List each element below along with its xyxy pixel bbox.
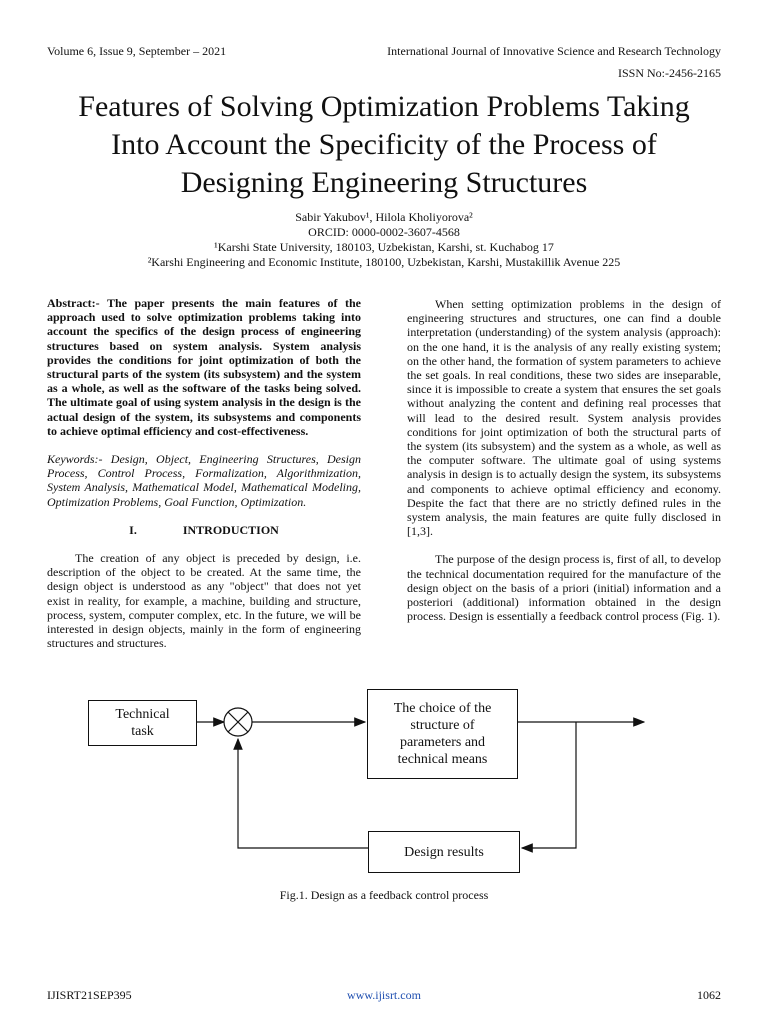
figure-caption: Fig.1. Design as a feedback control process xyxy=(279,888,489,902)
summing-junction-icon xyxy=(224,708,252,736)
box-technical-task xyxy=(88,700,197,746)
section-title: INTRODUCTION xyxy=(182,522,279,537)
journal-name: International Journal of Innovative Science and Research Technology xyxy=(387,44,721,58)
affiliation-2: ²Karshi Engineering and Economic Institute, 180100, Uzbekistan, Karshi, Mustakillik Avenue 225 xyxy=(147,255,621,269)
title-line: Features of Solving Optimization Problems Taking xyxy=(78,90,690,123)
author-block xyxy=(0,210,768,270)
arrow-feedback xyxy=(238,739,368,848)
page-number: 1062 xyxy=(697,988,721,1002)
box-choice-line: The choice of the xyxy=(393,701,492,716)
box-design-results: Design results xyxy=(368,831,520,873)
body-paragraph: The purpose of the design process is, first of all, to develop the technical documentation required for the manufacture of the design object on the basis of a priori (initial) information and a posteriori (additional) information obtained in the design process. Design is essentially a feedback control process (Fig. 1). xyxy=(407,552,721,624)
box-task-line: task xyxy=(131,724,154,739)
keywords: Keywords:- Design, Object, Engineering Structures, Design Process, Control Process, Formalization, Algorithmization, System Analysis, Mathematical Model, Mathematical Modeling, Optimization Problems, Goal Function, Optimization. xyxy=(47,452,361,509)
title-line: Into Account the Specificity of the Process of xyxy=(111,128,657,161)
box-task-line: Technical xyxy=(115,707,170,722)
intro-paragraph: The creation of any object is preceded by design, i.e. description of the object to be created. At the same time, the design object is understood as any "object" that does not yet exist in reality, for example, a machine, building and structure, process, system, computer complex, etc. In the future, we will be interested in design objects, mainly in the form of engineering structures and structures. xyxy=(47,551,361,651)
title-line: Designing Engineering Structures xyxy=(180,166,588,199)
abstract: Abstract:- The paper presents the main features of the approach used to solve optimization problems taking into account the specifics of the design process of engineering structures based on system analysis. System analysis provides the conditions for joint optimization of both the structural parts of the system (its subsystem) and the system as a whole, as well as the software of the tasks being solved. The ultimate goal of using system analysis in the design is the actual design of the system, its subsystems and components to achieve optimal efficiency and cost-effectiveness. xyxy=(47,296,361,438)
journal-website-link[interactable]: www.ijisrt.com xyxy=(347,988,421,1002)
box-choice-line: technical means xyxy=(397,752,488,767)
box-choice-line: structure of xyxy=(410,718,475,733)
author-orcid: ORCID: 0000-0002-3607-4568 xyxy=(308,225,460,239)
journal-volume: Volume 6, Issue 9, September – 2021 xyxy=(47,44,227,58)
affiliation-1: ¹Karshi State University, 180103, Uzbekistan, Karshi, st. Kuchabog 17 xyxy=(214,240,554,254)
author-names: Sabir Yakubov¹, Hilola Kholiyorova² xyxy=(295,210,473,224)
left-column xyxy=(47,296,361,650)
paper-id: IJISRT21SEP395 xyxy=(47,988,132,1002)
paper-title xyxy=(30,88,738,202)
arrow-to-results xyxy=(522,722,576,848)
body-paragraph: When setting optimization problems in the design of engineering structures and structures, one can find a double interpretation (understanding) of the system analysis (approach): on the one hand, it is the analysis of any really existing system; on the other hand, the formation of system parameters to achieve the set goals. In real conditions, these two sides are inseparable, since it is impossible to create a system that ensures the set goals without analyzing the content and defining real processes that will lead to the desired result. System analysis provides conditions for joint optimization of both the structural parts of the system (its subsystem) and the system as a whole, as well as the computer software. The ultimate goal of using systems analysis in design is to actually design the system, its subsystems and components to achieve optimal efficiency and economy. Despite the fact that there are no strictly defined rules in the system analysis, the main features are quite fully disclosed in [1,3]. xyxy=(407,297,721,539)
section-heading xyxy=(47,523,361,537)
box-structure-choice xyxy=(367,689,518,779)
box-choice-line: parameters and xyxy=(399,735,486,750)
right-column xyxy=(407,297,721,623)
section-number: I. xyxy=(129,522,137,537)
issn: ISSN No:-2456-2165 xyxy=(617,66,721,80)
